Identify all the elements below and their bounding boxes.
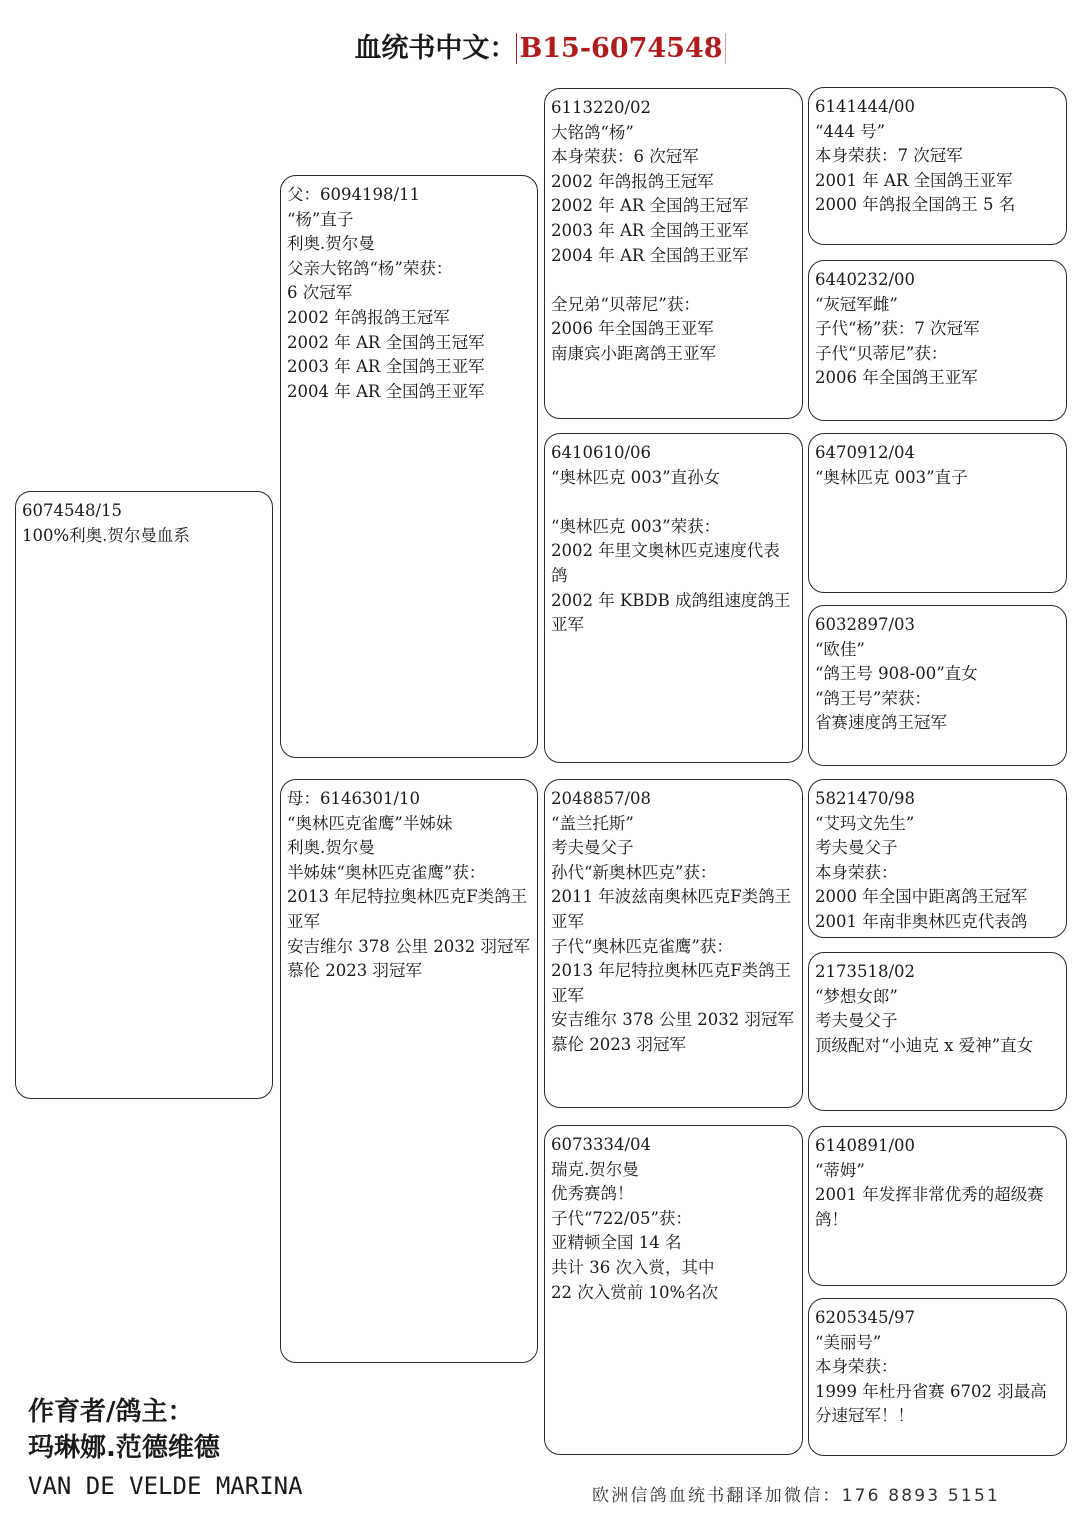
ring-id: 6074548/15 (22, 501, 123, 520)
pedigree-line: “444 号” (815, 121, 886, 141)
pedigree-line: 孙代“新奥林匹克”获： (551, 862, 717, 882)
pedigree-line: 子代“722/05”获： (551, 1208, 692, 1228)
pedigree-line: “奥林匹克 003”荣获： (551, 516, 721, 536)
pedigree-line: 2013 年尼特拉奥林匹克F类鸽王亚军 (551, 961, 792, 1005)
ring-id: 6073334/04 (551, 1135, 652, 1154)
pedigree-line: “奥林匹克雀鹰”半姊妹 (287, 813, 453, 833)
pedigree-line: 优秀赛鸽！ (551, 1184, 634, 1204)
title-label: 血统书中文： (354, 33, 517, 64)
great-grandparent-4-box (808, 605, 1067, 766)
granddam-dam-box (544, 1125, 803, 1455)
pedigree-line: 2000 年鸽报全国鸽王 5 名 (815, 195, 1016, 215)
pedigree-line: 半姊妹“奥林匹克雀鹰”获： (287, 862, 486, 882)
pedigree-line: 2001 年南非奥林匹克代表鸽 (815, 911, 1028, 931)
grandsire-dam-box (544, 779, 803, 1108)
pedigree-line: “艾玛文先生” (815, 813, 915, 833)
pedigree-line: 本身荣获： (815, 862, 898, 882)
great-grandparent-6-box (808, 952, 1067, 1111)
pedigree-line: 本身荣获：7 次冠军 (815, 146, 963, 166)
pedigree-line: “梦想女郎” (815, 986, 898, 1006)
pedigree-line: 亚精顿全国 14 名 (551, 1233, 682, 1253)
pedigree-line: “盖兰托斯” (551, 813, 634, 833)
pedigree-line: “美丽号” (815, 1332, 882, 1352)
pedigree-line: 慕伦 2023 羽冠军 (287, 961, 422, 981)
pedigree-line: 考夫曼父子 (815, 1011, 898, 1031)
blank-line (551, 268, 796, 293)
pedigree-line: 2002 年 AR 全国鸽王冠军 (287, 332, 485, 352)
pedigree-line: “鸽王号”荣获： (815, 688, 931, 708)
pedigree-line: 2002 年里文奥林匹克速度代表鸽 (551, 541, 780, 585)
ring-id: 父：6094198/11 (287, 185, 421, 204)
pedigree-line: 1999 年杜丹省赛 6702 羽最高分速冠军！！ (815, 1381, 1047, 1426)
pedigree-line: 瑞克.贺尔曼 (551, 1159, 639, 1179)
sire-box (280, 175, 538, 758)
pedigree-line: 本身荣获： (815, 1357, 898, 1377)
breeder-name-en: VAN DE VELDE MARINA (28, 1472, 303, 1500)
ring-id: 6141444/00 (815, 97, 916, 116)
pedigree-line: 共计 36 次入赏，其中 (551, 1257, 715, 1277)
pedigree-line: 大铭鸽“杨” (551, 122, 634, 142)
breeder-name-cn: 玛琳娜.范德维德 (28, 1433, 220, 1463)
pedigree-line: “鸽王号 908-00”直女 (815, 664, 978, 684)
pedigree-line: 子代“贝蒂尼”获： (815, 343, 948, 363)
pedigree-line: 2003 年 AR 全国鸽王亚军 (287, 357, 485, 377)
dam-box (280, 779, 538, 1363)
pedigree-line: 2006 年全国鸽王亚军 (551, 319, 714, 339)
ring-id: 6410610/06 (551, 443, 652, 462)
blank-line (551, 490, 796, 515)
pedigree-line: 2002 年 AR 全国鸽王冠军 (551, 196, 749, 216)
translation-contact: 欧洲信鸽血统书翻译加微信：176 8893 5151 (592, 1486, 1000, 1506)
pedigree-line: 2002 年鸽报鸽王冠军 (551, 171, 714, 191)
pedigree-line: 全兄弟“贝蒂尼”获： (551, 294, 700, 314)
pedigree-line: 2006 年全国鸽王亚军 (815, 368, 978, 388)
ring-id: 6440232/00 (815, 270, 916, 289)
ring-id: 6470912/04 (815, 443, 916, 462)
ring-id: 6140891/00 (815, 1136, 916, 1155)
pedigree-line: “杨”直子 (287, 209, 354, 229)
pedigree-line: 2004 年 AR 全国鸽王亚军 (287, 381, 485, 401)
pedigree-line: 100%利奥.贺尔曼血系 (22, 525, 190, 545)
pedigree-line: 2003 年 AR 全国鸽王亚军 (551, 220, 749, 240)
pedigree-line: 2004 年 AR 全国鸽王亚军 (551, 245, 749, 265)
pedigree-line: 2001 年发挥非常优秀的超级赛鸽！ (815, 1185, 1044, 1229)
pedigree-line: 2011 年波兹南奥林匹克F类鸽王亚军 (551, 887, 792, 931)
grandsire-sire-box (544, 88, 803, 419)
great-grandparent-2-box (808, 260, 1067, 421)
pedigree-line: 6 次冠军 (287, 283, 353, 303)
pedigree-line: 2013 年尼特拉奥林匹克F类鸽王亚军 (287, 887, 528, 931)
pedigree-line: 2002 年鸽报鸽王冠军 (287, 307, 450, 327)
pedigree-line: 考夫曼父子 (815, 838, 898, 858)
pedigree-line: 顶级配对“小迪克 x 爱神”直女 (815, 1035, 1034, 1055)
pedigree-line: 考夫曼父子 (551, 838, 634, 858)
pedigree-line: 父亲大铭鸽“杨”荣获： (287, 258, 453, 278)
pedigree-line: “奥林匹克 003”直孙女 (551, 467, 721, 487)
pedigree-line: “欧佳” (815, 639, 865, 659)
pedigree-line: 利奥.贺尔曼 (287, 234, 375, 254)
pedigree-line: 子代“奥林匹克雀鹰”获： (551, 936, 733, 956)
great-grandparent-7-box (808, 1126, 1067, 1286)
ring-id: 5821470/98 (815, 789, 916, 808)
pedigree-line: 本身荣获：6 次冠军 (551, 147, 699, 167)
pedigree-line: “灰冠军雌” (815, 294, 898, 314)
pedigree-line: 南康宾小距离鸽王亚军 (551, 343, 716, 363)
pedigree-line: 22 次入赏前 10%名次 (551, 1282, 719, 1302)
pedigree-line: 2002 年 KBDB 成鸽组速度鸽王亚军 (551, 590, 791, 635)
pedigree-line: “蒂姆” (815, 1160, 865, 1180)
pedigree-line: 省赛速度鸽王冠军 (815, 713, 947, 733)
breeder-block (28, 1394, 303, 1506)
pedigree-line: 安吉维尔 378 公里 2032 羽冠军 (551, 1010, 794, 1030)
ring-id: 6032897/03 (815, 615, 916, 634)
great-grandparent-3-box (808, 433, 1067, 593)
great-grandparent-5-box (808, 779, 1067, 938)
subject-box (15, 491, 273, 1099)
pedigree-line: 2000 年全国中距离鸽王冠军 (815, 887, 1028, 907)
ring-id: 2048857/08 (551, 789, 652, 808)
pedigree-line: “奥林匹克 003”直子 (815, 467, 968, 487)
pedigree-line: 子代“杨”获：7 次冠军 (815, 319, 980, 339)
pedigree-line: 利奥.贺尔曼 (287, 838, 375, 858)
ring-id: 母：6146301/10 (287, 789, 421, 808)
pedigree-line: 安吉维尔 378 公里 2032 羽冠军 (287, 936, 530, 956)
pedigree-line: 2001 年 AR 全国鸽王亚军 (815, 170, 1013, 190)
great-grandparent-8-box (808, 1298, 1067, 1456)
ring-number: B15-6074548 (516, 33, 725, 64)
breeder-label: 作育者/鸽主： (28, 1397, 194, 1427)
page-title (0, 26, 1080, 65)
ring-id: 2173518/02 (815, 962, 916, 981)
granddam-sire-box (544, 433, 803, 763)
pedigree-line: 慕伦 2023 羽冠军 (551, 1034, 686, 1054)
ring-id: 6205345/97 (815, 1308, 916, 1327)
ring-id: 6113220/02 (551, 98, 652, 117)
great-grandparent-1-box (808, 87, 1067, 245)
